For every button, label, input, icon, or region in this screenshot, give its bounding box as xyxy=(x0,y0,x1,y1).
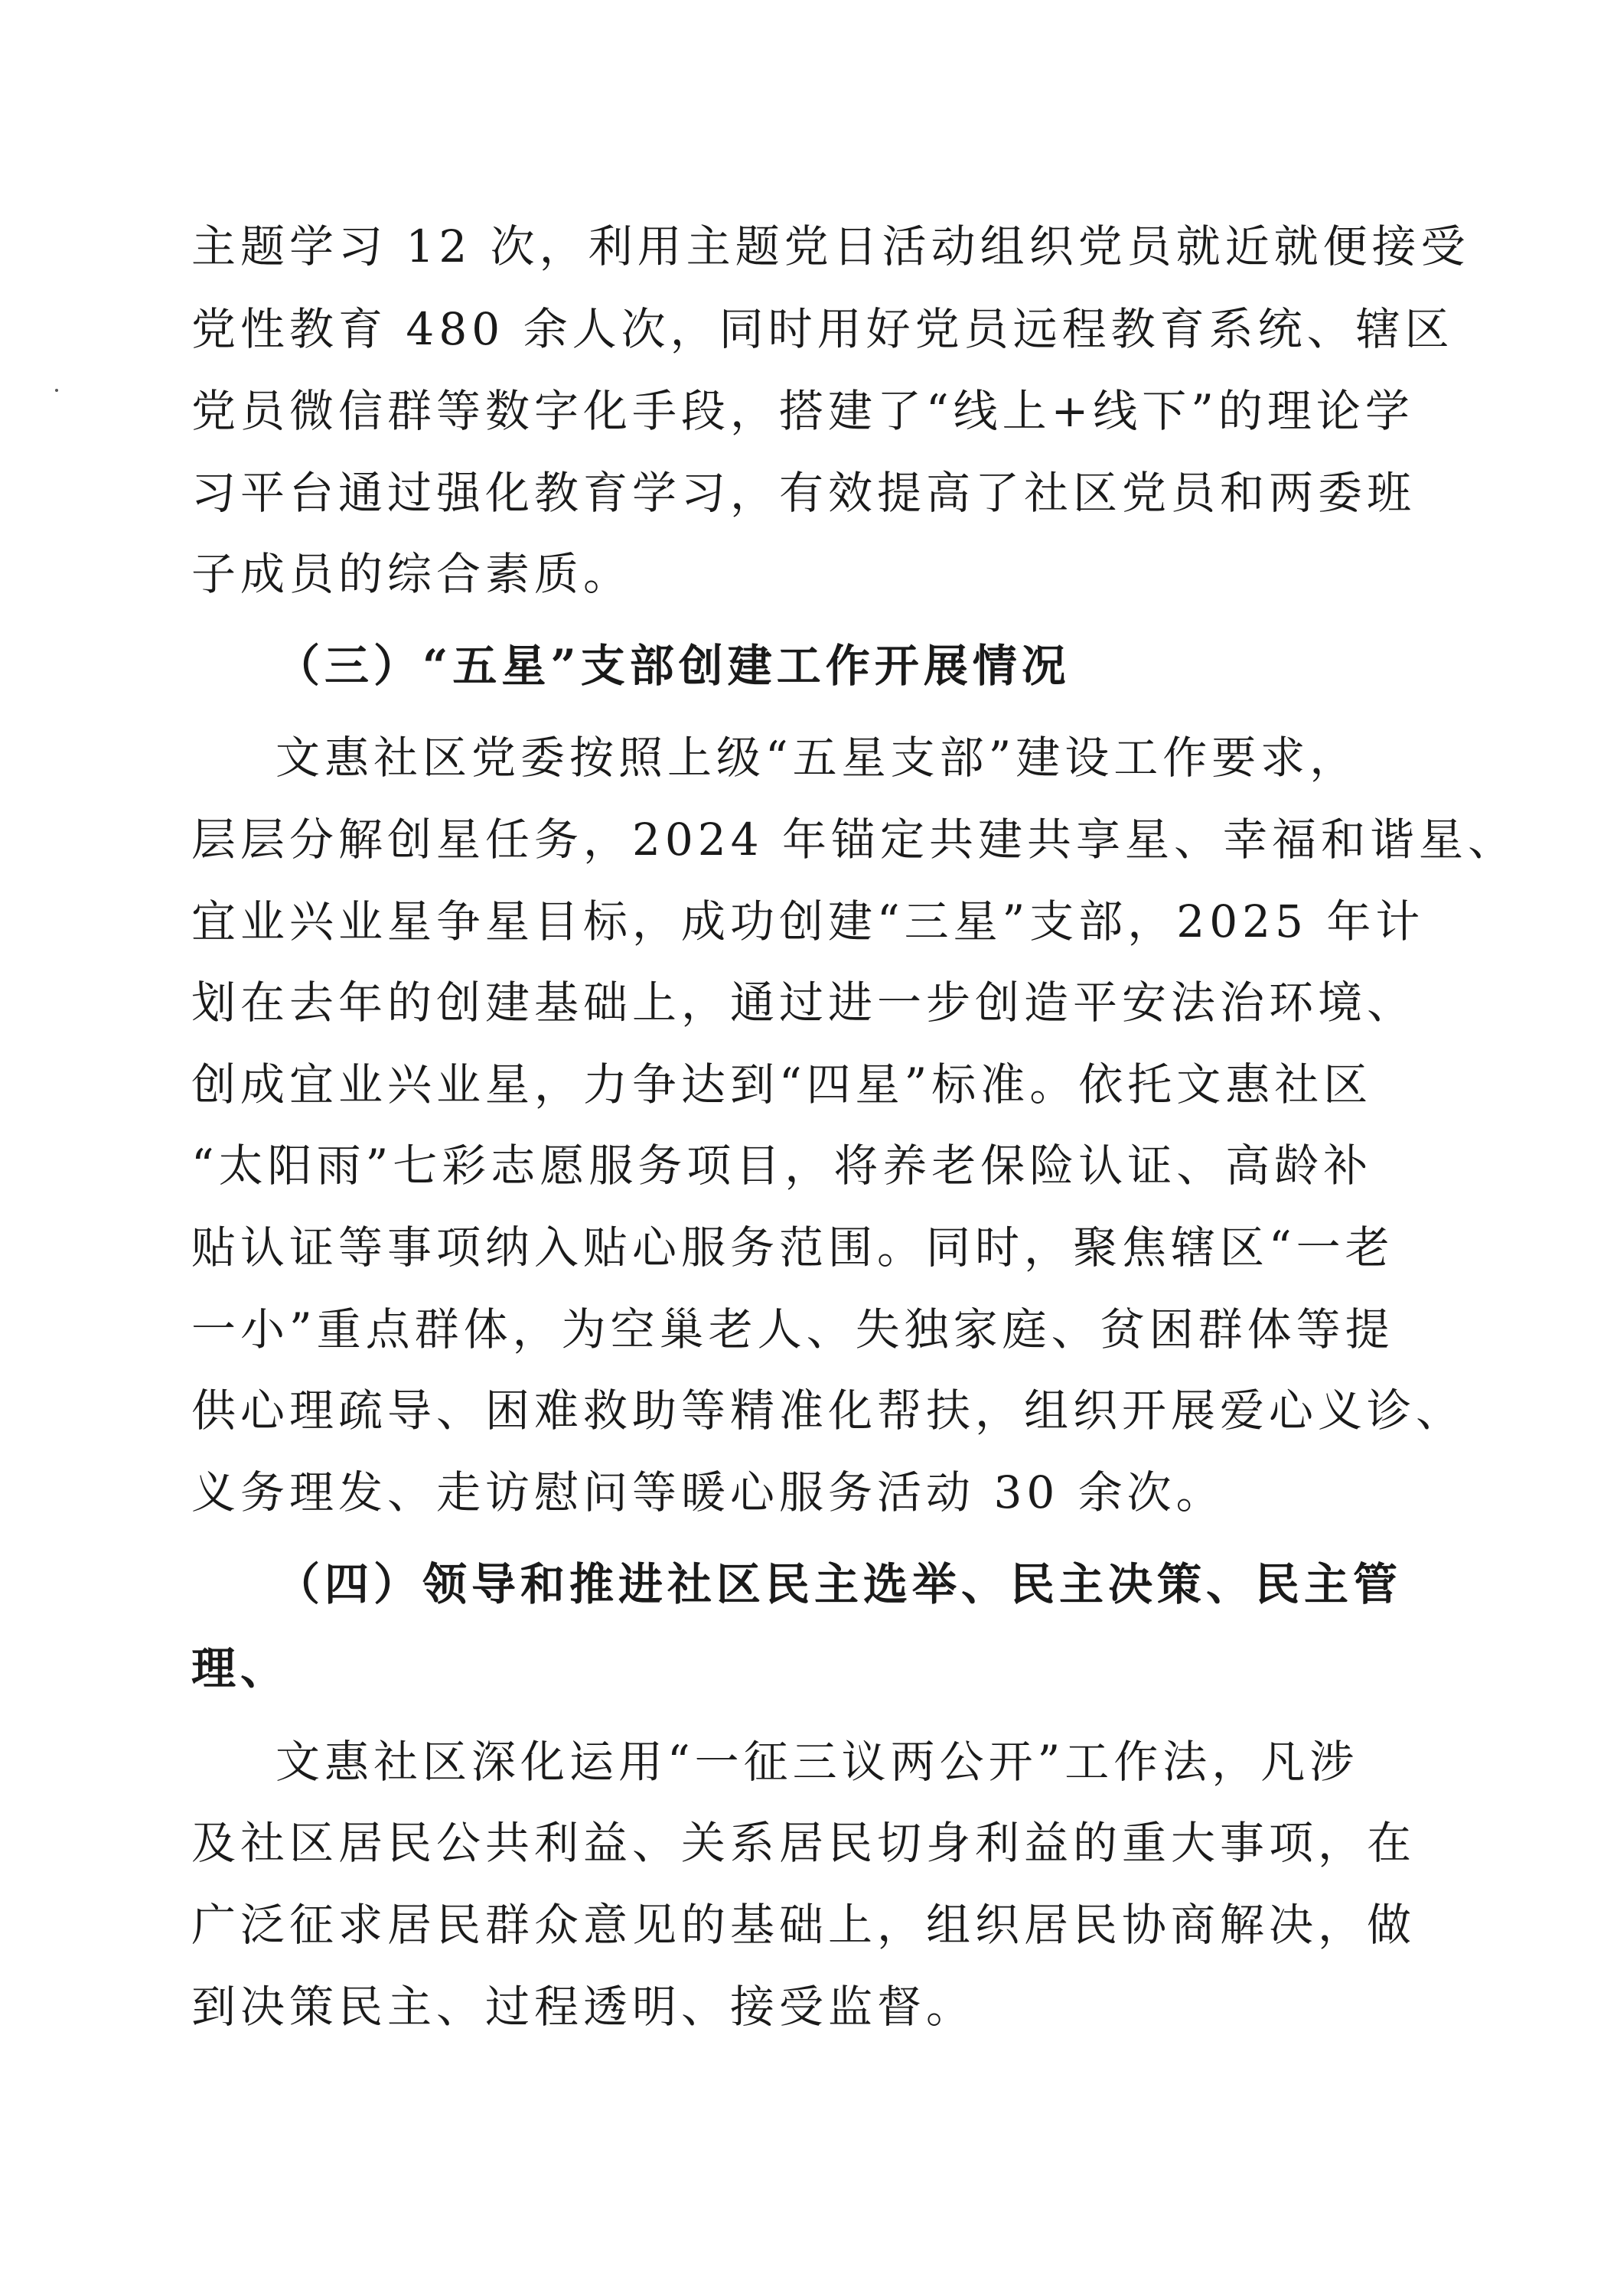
paragraph-line: 供心理疏导、困难救助等精准化帮扶，组织开展爱心义诊、 xyxy=(191,1384,1465,1437)
paragraph-line: 层层分解创星任务，2024 年锚定共建共享星、幸福和谐星、 xyxy=(191,814,1518,866)
paragraph-line: 及社区居民公共利益、关系居民切身利益的重大事项，在 xyxy=(191,1817,1417,1869)
paragraph-line: 党性教育 480 余人次，同时用好党员远程教育系统、辖区 xyxy=(191,303,1454,355)
paragraph-line: “太阳雨”七彩志愿服务项目，将养老保险认证、高龄补 xyxy=(191,1140,1373,1192)
paragraph-line: 划在去年的创建基础上，通过进一步创造平安法治环境、 xyxy=(191,977,1417,1029)
paragraph-line: 党员微信群等数字化手段，搭建了“线上+线下”的理论学 xyxy=(191,385,1414,437)
paragraph-line: 贴认证等事项纳入贴心服务范围。同时，聚焦辖区“一老 xyxy=(191,1221,1394,1274)
paragraph-line: 主题学习 12 次，利用主题党日活动组织党员就近就便接受 xyxy=(191,220,1470,272)
scan-speck xyxy=(55,389,58,392)
paragraph-line: 创成宜业兴业星，力争达到“四星”标准。依托文惠社区 xyxy=(191,1058,1373,1110)
paragraph-line: 文惠社区深化运用“一征三议两公开”工作法，凡涉 xyxy=(275,1736,1359,1788)
paragraph-line: 宜业兴业星争星目标，成功创建“三星”支部，2025 年计 xyxy=(191,895,1425,947)
paragraph-line: 到决策民主、过程透明、接受监督。 xyxy=(191,1981,976,2033)
section-heading-4-continued: 理、 xyxy=(191,1642,290,1694)
paragraph-line: 文惠社区党委按照上级“五星支部”建设工作要求， xyxy=(275,732,1359,784)
paragraph-line: 习平台通过强化教育学习，有效提高了社区党员和两委班 xyxy=(191,467,1417,519)
section-heading-4: （四）领导和推进社区民主选举、民主决策、民主管 xyxy=(275,1558,1403,1610)
section-heading-3: （三）“五星”支部创建工作开展情况 xyxy=(275,640,1071,692)
paragraph-line: 广泛征求居民群众意见的基础上，组织居民协商解决，做 xyxy=(191,1899,1417,1951)
paragraph-line: 一小”重点群体，为空巢老人、失独家庭、贫困群体等提 xyxy=(191,1303,1394,1355)
paragraph-line: 子成员的综合素质。 xyxy=(191,548,633,600)
paragraph-line: 义务理发、走访慰问等暖心服务活动 30 余次。 xyxy=(191,1466,1225,1518)
